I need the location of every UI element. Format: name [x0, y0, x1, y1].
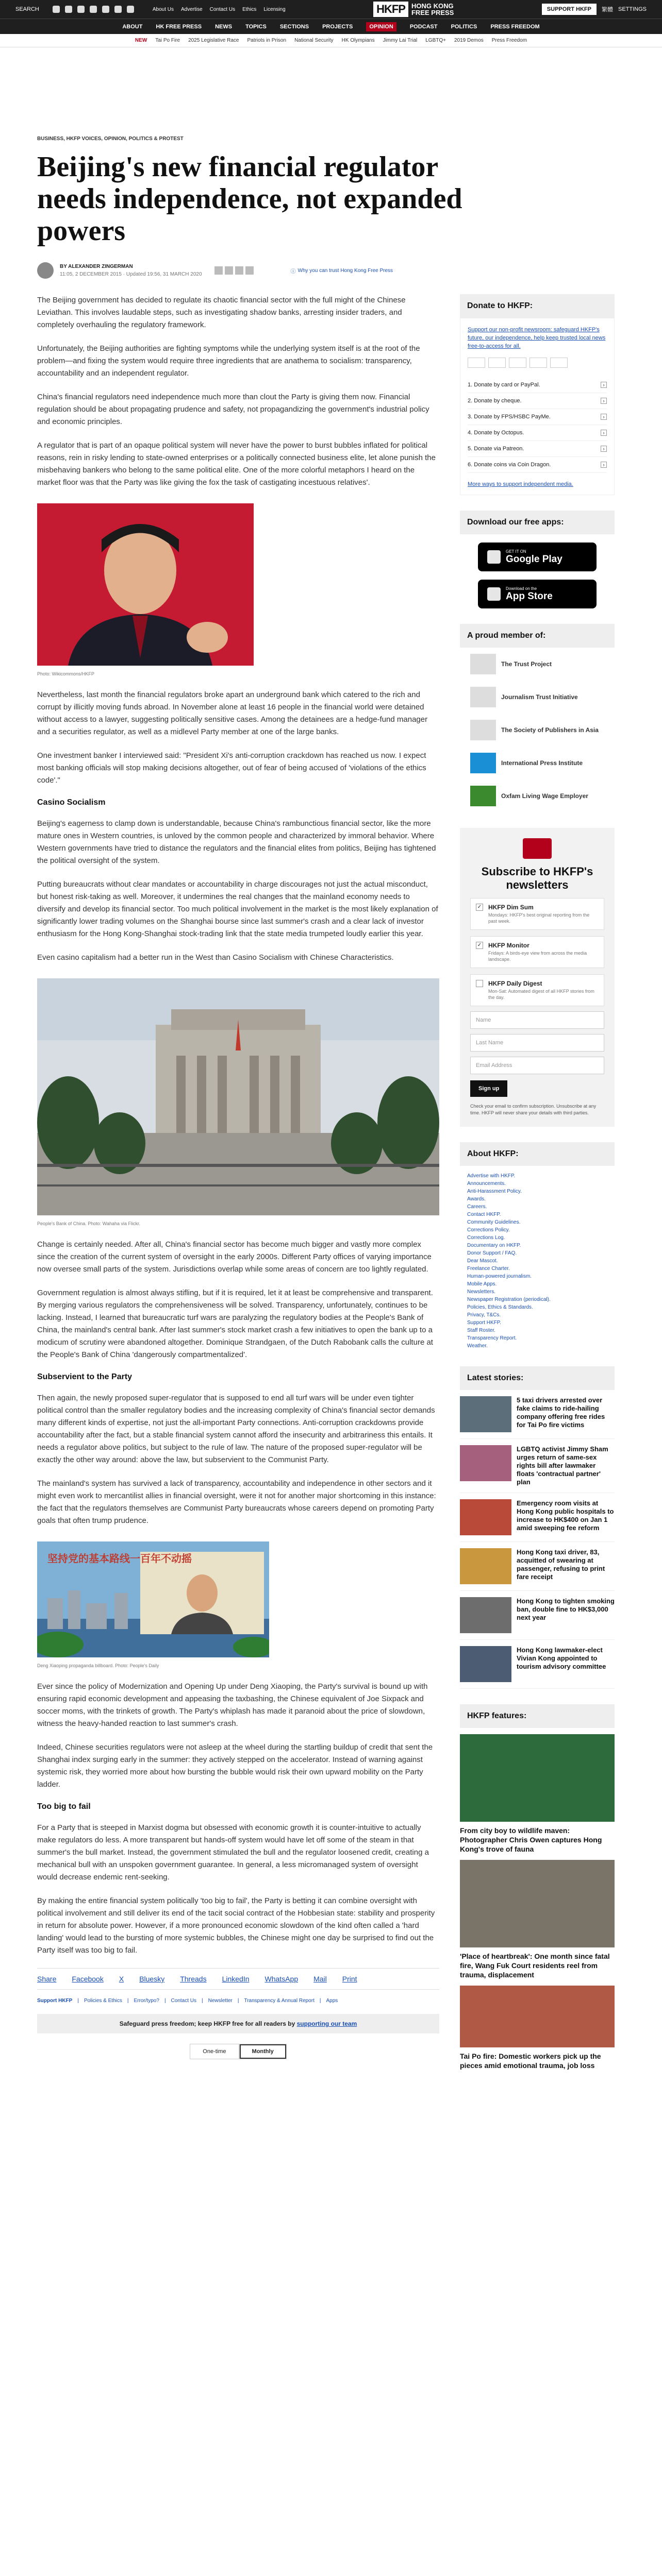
donate-option[interactable]: 5. Donate via Patreon. ›	[468, 441, 607, 457]
checkbox-icon[interactable]	[476, 980, 483, 987]
about-link[interactable]: Contact HKFP.	[467, 1212, 501, 1217]
share-link[interactable]: WhatsApp	[264, 1975, 299, 1983]
top-link[interactable]: Licensing	[263, 6, 286, 12]
sopa-logo	[470, 720, 496, 740]
donate-box	[460, 318, 615, 495]
last-name-input[interactable]: Last Name	[470, 1034, 604, 1052]
donate-option[interactable]: 6. Donate coins via Coin Dragon. ›	[468, 457, 607, 473]
whatsapp-share-icon[interactable]	[235, 266, 243, 275]
instagram-icon[interactable]	[77, 6, 85, 13]
photo-caption: Photo: Wikicommons/HKFP	[37, 671, 95, 676]
paragraph: One investment banker I interviewed said: "President Xi's anti-corruption crackdown has reached us now. I expect most banking officials will stop making decisions altogether, out of fear of being accused of 'violations of the ethics code'."	[37, 751, 426, 785]
info-icon: ⓘ	[290, 268, 296, 275]
newsletter-option[interactable]: ✓ HKFP Dim Sum Mondays: HKFP's best original reporting from the past week.	[470, 898, 604, 930]
search-link[interactable]: SEARCH	[15, 6, 39, 12]
article-footer-links: Support HKFP | Policies & Ethics | Error/typo? | Contact Us | Newsletter | Transparency & Annual Report | Apps	[37, 1998, 338, 2004]
share-link[interactable]: Share	[37, 1975, 57, 1983]
author-name[interactable]: BY ALEXANDER ZINGERMAN	[60, 264, 133, 269]
billboard-text: 坚持党的基本路线一百年不动摇	[47, 1552, 192, 1565]
newsletter-option[interactable]: HKFP Daily Digest Mon-Sat: Automated digest of all HKFP stories from the day.	[470, 974, 604, 1006]
chevron-icon: ›	[601, 462, 607, 468]
story-item[interactable]: Hong Kong taxi driver, 83, acquitted of swearing at passenger, refusing to print fare receipt	[460, 1542, 615, 1591]
paypal-icon	[529, 358, 547, 368]
fps-icon	[550, 358, 568, 368]
paragraph: Nevertheless, last month the financial regulators broke apart an underground bank which catered to the rich and corrupt by illicitly moving funds abroad. In November alone at least 16 people in the financial world were detained without access to a lawyer, suggesting politically sensitive cases. Among the detainees are a hedge-fund manager and a securities regulator, as well as a midlevel Party member at one of the large banks.	[37, 690, 428, 736]
chevron-icon: ›	[601, 382, 607, 388]
paragraph: Putting bureaucrats without clear mandates or accountability in charge discourages not just the actual misconduct, but honest risk-taking as well. Moreover, it undermines the real changes that the mainland economy needs to diversify and develop its financial sector. Too much political involvement in the market is the most likely explanation of significantly lower trading volumes on the Shanghai bourse since last summer's crash and a clear lack of investor enthusiasm for the Hong Kong-Shanghai stock-trading link that the state media trumpeted loudly earlier this year.	[37, 880, 438, 938]
amex-icon	[509, 358, 526, 368]
story-thumbnail	[460, 1597, 511, 1633]
story-item[interactable]: LGBTQ activist Jimmy Sham urges return of same-sex rights bill after lawmaker floats 'contractual partner' plan	[460, 1439, 615, 1493]
jti-logo	[470, 687, 496, 707]
newsletter-fineprint: Check your email to confirm subscription. Unsubscribe at any time. HKFP will never share your details with third parties.	[470, 1104, 597, 1115]
paragraph: Ever since the policy of Modernization and Opening Up under Deng Xiaoping, the Party's survival is bound up with ensuring rapid economic development and appeasing the taxbashing, the Chinese equivalent of Joe Sixpack and soccer moms, with the trinkets of growth. The Party's whiplash has made it paranoid about the price of slowdown, witness the heavy-handed reaction to last summer's crash.	[37, 1682, 428, 1728]
share-icons	[214, 266, 254, 275]
facebook-icon[interactable]	[53, 6, 60, 13]
footer-link[interactable]: Newsletter	[208, 1998, 233, 2004]
linkedin-icon[interactable]	[114, 6, 122, 13]
logo-mark: HKFP	[373, 2, 408, 17]
about-link[interactable]: Careers.	[467, 1204, 487, 1210]
about-link[interactable]: Newsletters.	[467, 1289, 496, 1295]
share-link[interactable]: Bluesky	[139, 1975, 165, 1983]
publish-date: 11:05, 2 DECEMBER 2015 · Updated 19:56, 31 MARCH 2020	[60, 272, 202, 277]
google-play-button[interactable]: GET IT ON Google Play	[478, 543, 597, 571]
share-links	[37, 1968, 439, 1990]
member-logo[interactable]: Oxfam Living Wage Employer	[460, 779, 615, 812]
email-input[interactable]: Email Address	[470, 1057, 604, 1074]
section-heading: Too big to fail	[37, 1802, 91, 1811]
trust-link[interactable]: ⓘ Why you can trust Hong Kong Free Press	[290, 267, 393, 275]
feature-item[interactable]: 'Place of heartbreak': One month since fatal fire, Wang Fuk Court residents reel from trauma, displacement	[460, 1860, 615, 1979]
mastercard-icon	[488, 358, 506, 368]
apple-icon	[487, 587, 501, 601]
youtube-icon[interactable]	[102, 6, 109, 13]
about-link[interactable]: Advertise with HKFP.	[467, 1173, 516, 1179]
nav-item[interactable]: SECTIONS	[279, 23, 309, 30]
trending-item[interactable]: LGBTQ+	[425, 38, 446, 43]
top-link[interactable]: Ethics	[242, 6, 257, 12]
donate-option[interactable]: 3. Donate by FPS/HSBC PayMe. ›	[468, 409, 607, 425]
site-logo[interactable]	[373, 2, 454, 17]
name-input[interactable]: Name	[470, 1011, 604, 1029]
about-link[interactable]: Announcements.	[467, 1181, 506, 1187]
paragraph: China's financial regulators need independence much more than clout the Party is giving them now. Financial regulation should be about propagating prudence and safety, not propagandizing the government's industrial policy and economic principles.	[37, 393, 429, 426]
footer-link[interactable]: Policies & Ethics	[84, 1998, 122, 2004]
share-link[interactable]: Mail	[313, 1975, 327, 1983]
paragraph: Change is certainly needed. After all, China's financial sector has become much bigger and vastly more complex since the creation of the current system of oversight in the early 2000s. Different Party offices of varying importance now oversee small parts of the system. Jurisdictions overlap while some areas of concern are too lightly regulated.	[37, 1240, 432, 1274]
story-item[interactable]: Hong Kong lawmaker-elect Vivian Kong appointed to tourism advisory committee	[460, 1640, 615, 1689]
footer-link[interactable]: Support HKFP	[37, 1998, 73, 2004]
feature-image	[460, 1986, 615, 2047]
photo-caption: Deng Xiaoping propaganda billboard. Photo: People's Daily	[37, 1663, 159, 1668]
trending-item[interactable]: Jimmy Lai Trial	[383, 38, 418, 43]
top-link[interactable]: About Us	[152, 6, 174, 12]
paragraph: By making the entire financial system politically 'too big to fail', the Party is betting it can combine oversight with political involvement and still deliver its end of the tacit social contract of the Hobbesian state: stability and prosperity in return for absolute power. However, if a more pronounced economic slowdown of the kind often called a 'hard landing' would lead to the bursting of more systemic bubbles, the Chinese might one day be surprised to find out the Party itself was too big to fail.	[37, 1896, 435, 1955]
about-link[interactable]: Support HKFP.	[467, 1320, 501, 1326]
about-link[interactable]: Transparency Report.	[467, 1335, 517, 1341]
trending-label: NEW	[135, 38, 147, 43]
trending-item[interactable]: 2025 Legislative Race	[188, 38, 239, 43]
trending-bar	[0, 34, 662, 47]
paragraph: Indeed, Chinese securities regulators were not asleep at the wheel during the startling buildup of credit that sent the Shanghai index surging early in the summer: they actively stepped on the accelerator. Instead of warning against systemic risk, they worried more about how bursting the bubble would risk their own upward mobility on the Party ladder.	[37, 1743, 433, 1789]
section-heading: Subservient to the Party	[37, 1372, 133, 1381]
member-logo[interactable]: The Trust Project	[460, 648, 615, 681]
apps-heading: Download our free apps:	[460, 511, 615, 534]
member-logo[interactable]: International Press Institute	[460, 747, 615, 779]
article-categories[interactable]: BUSINESS, HKFP VOICES, OPINION, POLITICS & PROTEST	[37, 136, 184, 142]
about-link[interactable]: Documentary on HKFP.	[467, 1243, 521, 1248]
trending-item[interactable]: Tai Po Fire	[155, 38, 180, 43]
sidebar	[460, 294, 615, 2070]
paragraph: Even casino capitalism had a better run in the West than Casino Socialism with Chinese Characteristics.	[37, 953, 394, 962]
safeguard-banner: Safeguard press freedom; keep HKFP free for all readers by supporting our team	[37, 2014, 439, 2033]
nav-item[interactable]: ABOUT	[122, 23, 143, 30]
about-link[interactable]: Mobile Apps.	[467, 1281, 497, 1287]
trending-item[interactable]: 2019 Demos	[454, 38, 484, 43]
chevron-icon: ›	[601, 446, 607, 452]
about-link[interactable]: Weather.	[467, 1343, 488, 1349]
newsletter-option[interactable]: ✓ HKFP Monitor Fridays: A birds-eye view from across the media landscape.	[470, 936, 604, 968]
share-link[interactable]: LinkedIn	[222, 1975, 250, 1983]
bluesky-icon[interactable]	[127, 6, 134, 13]
app-store-button[interactable]: Download on the App Store	[478, 580, 597, 608]
about-link[interactable]: Community Guidelines.	[467, 1219, 521, 1225]
payment-icons	[468, 358, 607, 368]
about-link[interactable]: Policies, Ethics & Standards.	[467, 1304, 533, 1310]
trending-item[interactable]: Patriots in Prison	[247, 38, 287, 43]
donate-option[interactable]: 4. Donate by Octopus. ›	[468, 425, 607, 441]
support-button[interactable]: SUPPORT HKFP	[542, 4, 597, 15]
story-item[interactable]: Hong Kong to tighten smoking ban, double fine to HK$3,000 next year	[460, 1591, 615, 1640]
donate-heading: Donate to HKFP:	[460, 294, 615, 318]
logo-line1: HONG KONG	[411, 2, 454, 10]
story-thumbnail	[460, 1548, 511, 1584]
threads-icon[interactable]	[90, 6, 97, 13]
signup-button[interactable]: Sign up	[470, 1080, 507, 1097]
chevron-icon: ›	[601, 414, 607, 420]
story-thumbnail	[460, 1499, 511, 1535]
features-heading: HKFP features:	[460, 1704, 615, 1728]
google-play-icon	[487, 550, 501, 564]
donate-option[interactable]: 2. Donate by cheque. ›	[468, 393, 607, 409]
about-heading: About HKFP:	[460, 1142, 615, 1166]
support-team-link[interactable]: supporting our team	[296, 2020, 357, 2027]
about-link[interactable]: Newspaper Registration (periodical).	[467, 1297, 551, 1302]
one-time-option[interactable]: One-time	[190, 2044, 239, 2059]
paragraph: A regulator that is part of an opaque political system will never have the power to burst bubbles inflated for political reasons, rein in risky lending to state-owned enterprises or a politically connected business elite, let alone punish the misbehaving bankers who belong to the same political elite. One of the more colorful metaphors I heard on the market floor was that the Party was like giving the fox the task of castigating incestuous relatives'.	[37, 441, 436, 487]
latest-heading: Latest stories:	[460, 1366, 615, 1390]
about-link[interactable]: Human-powered journalism.	[467, 1274, 532, 1279]
nav-item[interactable]: HK FREE PRESS	[156, 23, 202, 30]
nav-item[interactable]: PROJECTS	[322, 23, 353, 30]
visa-icon	[468, 358, 485, 368]
deng-billboard-photo	[37, 1541, 269, 1657]
settings-link[interactable]: SETTINGS	[618, 6, 647, 12]
article-title: Beijing's new financial regulator needs independence, not expanded powers	[37, 151, 462, 247]
footer-link[interactable]: Contact Us	[171, 1998, 197, 2004]
donate-intro-link[interactable]: Support our non-profit newsroom: safeguard HKFP's future, our independence, help keep trusted local news free-to-access for all.	[468, 327, 606, 349]
about-link[interactable]: Dear Mascot.	[467, 1258, 498, 1264]
share-link[interactable]: Threads	[180, 1975, 207, 1983]
donate-option[interactable]: 1. Donate by card or PayPal. ›	[468, 377, 607, 393]
footer-link[interactable]: Error/typo?	[134, 1998, 159, 2004]
story-thumbnail	[460, 1445, 511, 1481]
paragraph: The Beijing government has decided to regulate its chaotic financial sector with the full might of the Chinese Leviathan. This involves laudable steps, such as investigating shadow banks, arresting insider traders, and completely overhauling the regulatory framework.	[37, 296, 406, 329]
story-item[interactable]: Emergency room visits at Hong Kong public hospitals to increase to HK$400 on Jan 1 amid sweeping fee reform	[460, 1493, 615, 1542]
logo-line2: FREE PRESS	[411, 9, 454, 16]
email-share-icon[interactable]	[245, 266, 254, 275]
story-item[interactable]: 5 taxi drivers arrested over fake claims to ride-hailing company offering free rides for Tai Po fire victims	[460, 1390, 615, 1439]
trust-project-logo	[470, 654, 496, 674]
monthly-option[interactable]: Monthly	[239, 2044, 287, 2059]
paragraph: Then again, the newly proposed super-regulator that is supposed to end all turf wars will be under even tighter political control than the smaller regulatory bodies and the increasing complexity of China's financial sector demands many different kinds of expertise, not just the all-important Party connections. Anti-corruption crackdowns provide accountability after the fact, but a stable financial system cannot afford the insecurity and arbitrariness this entails. It needs a regulator above politics, but subject to the rule of law. The nature of the proposed super-regulator will be exactly the other way around: above the law, but subservient to the Communist Party.	[37, 1394, 435, 1464]
top-link[interactable]: Advertise	[180, 6, 203, 12]
about-link[interactable]: Freelance Charter.	[467, 1266, 510, 1272]
share-link[interactable]: Facebook	[72, 1975, 104, 1983]
member-logo[interactable]: The Society of Publishers in Asia	[460, 714, 615, 747]
paragraph: For a Party that is steeped in Marxist dogma but obsessed with economic growth it is counter-intuitive to actually make regulators do less. A more transparent but hands-off system would have let off some of the steam in that summer's the bull market. Instead, the government stimulated the bull and the regulator loosened credit, creating a mechanical bull with an unspoken government guarantee. In general, a less micromanaged system of oversight would decrease endemic rent-seeking.	[37, 1823, 429, 1882]
nav-item-opinion[interactable]: OPINION	[366, 22, 396, 31]
about-link[interactable]: Corrections Log.	[467, 1235, 505, 1241]
top-link[interactable]: Contact Us	[209, 6, 236, 12]
section-heading: Casino Socialism	[37, 798, 106, 807]
story-thumbnail	[460, 1396, 511, 1432]
x-share-icon[interactable]	[225, 266, 233, 275]
share-link[interactable]: X	[119, 1975, 124, 1983]
feature-item[interactable]: From city boy to wildlife maven: Photographer Chris Owen captures Hong Kong's trove of fauna	[460, 1734, 615, 1854]
main-nav	[0, 19, 662, 34]
newsletter-box	[460, 828, 615, 1127]
feature-image	[460, 1734, 615, 1822]
article-body	[37, 294, 439, 2070]
author-avatar	[37, 262, 54, 279]
donation-frequency-toggle	[37, 2044, 439, 2059]
about-link[interactable]: Anti-Harassment Policy.	[467, 1189, 522, 1194]
checkbox-checked-icon[interactable]: ✓	[476, 904, 483, 911]
paragraph: Government regulation is almost always stifling, but if it is required, let it at least be comprehensive and transparent. By merging various regulators the comprehensiveness will be solved. Transparency, unfortunately, continues to be lacking. Instead, I learned that bureaucratic turf wars are paralyzing the regulatory bodies at the People's Bank of China, the mainland's central bank. After last summer's stock market crash a few initiatives to open the bank up to a modicum of scrutiny were abandoned altogether. Dominique Strandgaen, of the Dutch Rabobank calls the culture at the People's Bank of China 'dangerously compartmentalized'.	[37, 1289, 433, 1359]
trending-item[interactable]: HK Olympians	[341, 38, 375, 43]
oxfam-logo	[470, 786, 496, 806]
envelope-icon	[523, 838, 552, 859]
about-link[interactable]: Privacy, T&Cs.	[467, 1312, 501, 1318]
x-icon[interactable]	[65, 6, 72, 13]
about-link[interactable]: Staff Roster.	[467, 1328, 495, 1333]
paragraph: Unfortunately, the Beijing authorities are fighting symptoms while the underlying system itself is at the root of the problem—and fixing the system would require three ingredients that are anathema to socialism: transparency, accountability and an independent regulator.	[37, 344, 420, 378]
social-icons	[53, 6, 134, 13]
chevron-icon: ›	[601, 398, 607, 404]
about-link[interactable]: Donor Support / FAQ.	[467, 1250, 517, 1256]
trending-item[interactable]: National Security	[294, 38, 334, 43]
byline	[37, 262, 625, 279]
checkbox-checked-icon[interactable]: ✓	[476, 942, 483, 949]
language-link[interactable]: 繁體	[601, 7, 613, 13]
about-link[interactable]: Awards.	[467, 1196, 486, 1202]
footer-link[interactable]: Transparency & Annual Report	[244, 1998, 315, 2004]
trending-item[interactable]: Press Freedom	[491, 38, 527, 43]
about-link[interactable]: Corrections Policy.	[467, 1227, 510, 1233]
xi-jinping-photo	[37, 503, 254, 666]
more-ways-link[interactable]: More ways to support independent media.	[468, 481, 573, 487]
nav-item[interactable]: TOPICS	[245, 23, 267, 30]
member-heading: A proud member of:	[460, 624, 615, 648]
peoples-bank-photo	[37, 978, 439, 1215]
paragraph: Beijing's eagerness to clamp down is understandable, because China's rambunctious financial sector, like the more mature ones in Western countries, is unloved by the common people and characterized by immoral behavior. Where Western governments have tried to distance the regulators and the financial elites from politics, Beijing has tightened the political oversight of the system.	[37, 819, 436, 865]
nav-item[interactable]: POLITICS	[451, 23, 477, 30]
photo-caption: People's Bank of China. Photo: Wahaha via Flickr.	[37, 1221, 140, 1226]
share-link[interactable]: Print	[342, 1975, 357, 1983]
chevron-icon: ›	[601, 430, 607, 436]
newsletter-heading: Subscribe to HKFP's newsletters	[481, 865, 593, 891]
story-thumbnail	[460, 1646, 511, 1682]
nav-item[interactable]: PODCAST	[409, 23, 438, 30]
paragraph: The mainland's system has survived a lack of transparency, accountability and independence in other sectors and it might even work to mercantilist allies in financial oversight, were it not for another major shortcoming in this instance: the fact that the regulators themselves are Communist Party bureaucrats whose careers depend on promoting Party goals that often trump prudence.	[37, 1479, 436, 1525]
nav-item[interactable]: PRESS FREEDOM	[490, 23, 540, 30]
nav-item[interactable]: NEWS	[215, 23, 233, 30]
feature-image	[460, 1860, 615, 1947]
top-bar	[0, 0, 662, 19]
ipi-logo	[470, 753, 496, 773]
member-logo[interactable]: Journalism Trust Initiative	[460, 681, 615, 714]
about-list	[460, 1166, 615, 1356]
footer-link[interactable]: Apps	[326, 1998, 338, 2004]
feature-item[interactable]: Tai Po fire: Domestic workers pick up the pieces amid emotional trauma, job loss	[460, 1986, 615, 2070]
facebook-share-icon[interactable]	[214, 266, 223, 275]
